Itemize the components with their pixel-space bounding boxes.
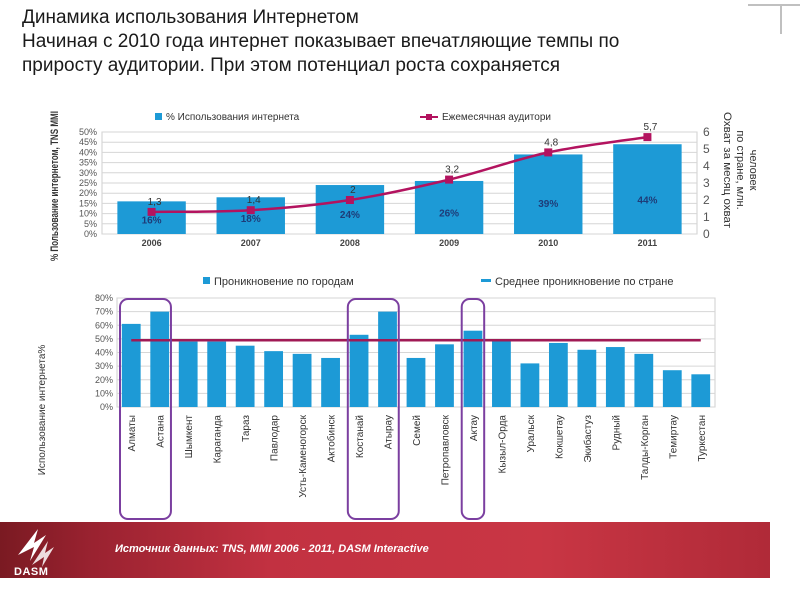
- y2-tick-label: 0: [703, 227, 710, 241]
- y-tick-label: 20%: [78, 188, 97, 199]
- x-tick-label: Темиртау: [668, 415, 680, 459]
- bar: [264, 351, 283, 407]
- y2-tick-label: 4: [703, 159, 710, 173]
- y-tick-label: 50%: [94, 333, 113, 344]
- audience-data-label: 3,2: [445, 164, 460, 176]
- title-line: приросту аудитории. При этом потенциал роста сохраняется: [22, 55, 560, 76]
- bar-data-label: 26%: [439, 208, 460, 220]
- bar: [236, 346, 255, 407]
- y2-tick-label: 1: [703, 210, 710, 224]
- y-axis-title: Использование интернета%: [37, 344, 48, 476]
- audience-point: [346, 196, 354, 204]
- audience-point: [148, 208, 156, 216]
- bar: [207, 342, 226, 407]
- audience-point: [247, 206, 255, 214]
- bar: [122, 324, 141, 407]
- bar-data-label: 39%: [538, 199, 559, 211]
- y-tick-label: 40%: [94, 347, 113, 358]
- x-tick-label: Рудный: [611, 415, 623, 451]
- bar: [321, 358, 340, 407]
- y-tick-label: 80%: [94, 293, 113, 303]
- legend-label: Среднее проникновение по стране: [495, 276, 674, 288]
- bar: [663, 370, 682, 407]
- bar: [521, 363, 540, 407]
- audience-point: [445, 176, 453, 184]
- y-tick-label: 35%: [78, 157, 97, 168]
- legend-label: Проникновение по городам: [214, 276, 354, 288]
- audience-point: [544, 148, 552, 156]
- bar: [435, 344, 454, 407]
- y-tick-label: 10%: [94, 388, 113, 399]
- bar: [549, 343, 568, 407]
- y-tick-label: 60%: [94, 320, 113, 331]
- bar-data-label: 18%: [240, 214, 261, 226]
- title-line: Динамика использования Интернетом: [22, 7, 359, 28]
- x-tick-label: Астана: [155, 415, 167, 448]
- x-tick-label: Экибастуз: [582, 415, 594, 463]
- x-tick-label: 2011: [637, 238, 658, 248]
- legend-label: % Использования интернета: [166, 112, 300, 123]
- bar: [407, 358, 426, 407]
- y2-tick-label: 5: [703, 142, 710, 156]
- bar: [492, 340, 511, 407]
- y2-axis-title: Охват за месяц охват: [721, 112, 733, 223]
- audience-data-label: 1,4: [246, 195, 261, 207]
- logo-text: DASM: [14, 566, 49, 578]
- y-axis-title: % Пользование интернетом, TNS MMI: [49, 56, 61, 261]
- audience-point: [643, 133, 651, 141]
- x-tick-label: 2007: [240, 238, 261, 248]
- x-tick-label: Шымкент: [184, 415, 196, 459]
- x-tick-label: Усть-Каменогорск: [298, 415, 310, 498]
- y-tick-label: 0%: [83, 229, 97, 239]
- y2-axis-title: человек: [747, 149, 759, 191]
- legend-swatch: [426, 114, 432, 120]
- y-tick-label: 40%: [78, 147, 97, 158]
- y-tick-label: 45%: [78, 137, 97, 148]
- bar: [464, 331, 483, 407]
- bar: [606, 347, 625, 407]
- y-tick-label: 15%: [78, 198, 97, 209]
- bar: [691, 374, 710, 407]
- x-tick-label: Туркестан: [696, 415, 708, 462]
- x-tick-label: Костанай: [355, 415, 367, 459]
- x-tick-label: Атырау: [383, 415, 395, 450]
- audience-data-label: 4,8: [544, 137, 559, 149]
- legend-swatch: [481, 279, 491, 282]
- x-tick-label: Семей: [412, 415, 423, 446]
- x-tick-label: Кокшетау: [554, 415, 566, 459]
- x-tick-label: 2009: [439, 238, 460, 248]
- x-tick-label: Актау: [468, 415, 480, 442]
- audience-data-label: 2: [350, 185, 356, 196]
- y-tick-label: 30%: [94, 361, 113, 372]
- title-line: Начиная с 2010 года интернет показывает впечатляющие темпы по: [22, 31, 620, 52]
- audience-data-label: 5,7: [643, 122, 658, 134]
- y2-tick-label: 3: [703, 176, 710, 190]
- bar-data-label: 16%: [141, 215, 162, 227]
- x-tick-label: Тараз: [241, 415, 253, 442]
- bar: [634, 354, 653, 407]
- y-tick-label: 20%: [94, 374, 113, 385]
- x-tick-label: Уральск: [525, 415, 537, 453]
- y-tick-label: 25%: [78, 178, 97, 188]
- x-tick-label: Караганда: [212, 415, 224, 464]
- legend-swatch: [155, 113, 162, 120]
- x-tick-label: 2008: [339, 238, 360, 248]
- y-tick-label: 10%: [78, 208, 97, 219]
- y-tick-label: 30%: [78, 167, 97, 178]
- x-tick-label: Талды-Корган: [639, 415, 651, 480]
- legend-swatch: [203, 277, 210, 284]
- bar: [613, 144, 681, 234]
- bar: [378, 312, 397, 407]
- bar-data-label: 24%: [339, 209, 360, 221]
- bar-data-label: 44%: [637, 195, 658, 207]
- bar: [293, 354, 312, 407]
- y2-tick-label: 6: [703, 125, 710, 139]
- y-tick-label: 70%: [94, 306, 113, 317]
- x-tick-label: Павлодар: [269, 415, 281, 462]
- x-tick-label: Актобинск: [326, 415, 338, 463]
- bar: [350, 335, 369, 407]
- y2-axis-title: по стране, млн.: [734, 130, 746, 210]
- x-tick-label: Алматы: [127, 415, 139, 452]
- footer-source: Источник данных: TNS, MMI 2006 - 2011, DASM Interactive: [115, 543, 429, 555]
- bar: [150, 312, 169, 407]
- x-tick-label: Петропавловск: [440, 415, 452, 486]
- bar: [179, 342, 198, 407]
- x-tick-label: 2010: [538, 238, 559, 248]
- bar: [577, 350, 596, 407]
- bar: [514, 154, 582, 234]
- audience-data-label: 1,3: [147, 196, 162, 208]
- y-tick-label: 0%: [99, 402, 113, 412]
- y-tick-label: 5%: [83, 218, 97, 229]
- legend-label: Ежемесячная аудитори: [442, 112, 551, 123]
- y2-tick-label: 2: [703, 193, 710, 207]
- x-tick-label: Кызыл-Орда: [497, 415, 509, 474]
- x-tick-label: 2006: [141, 238, 162, 248]
- y-tick-label: 50%: [78, 127, 97, 137]
